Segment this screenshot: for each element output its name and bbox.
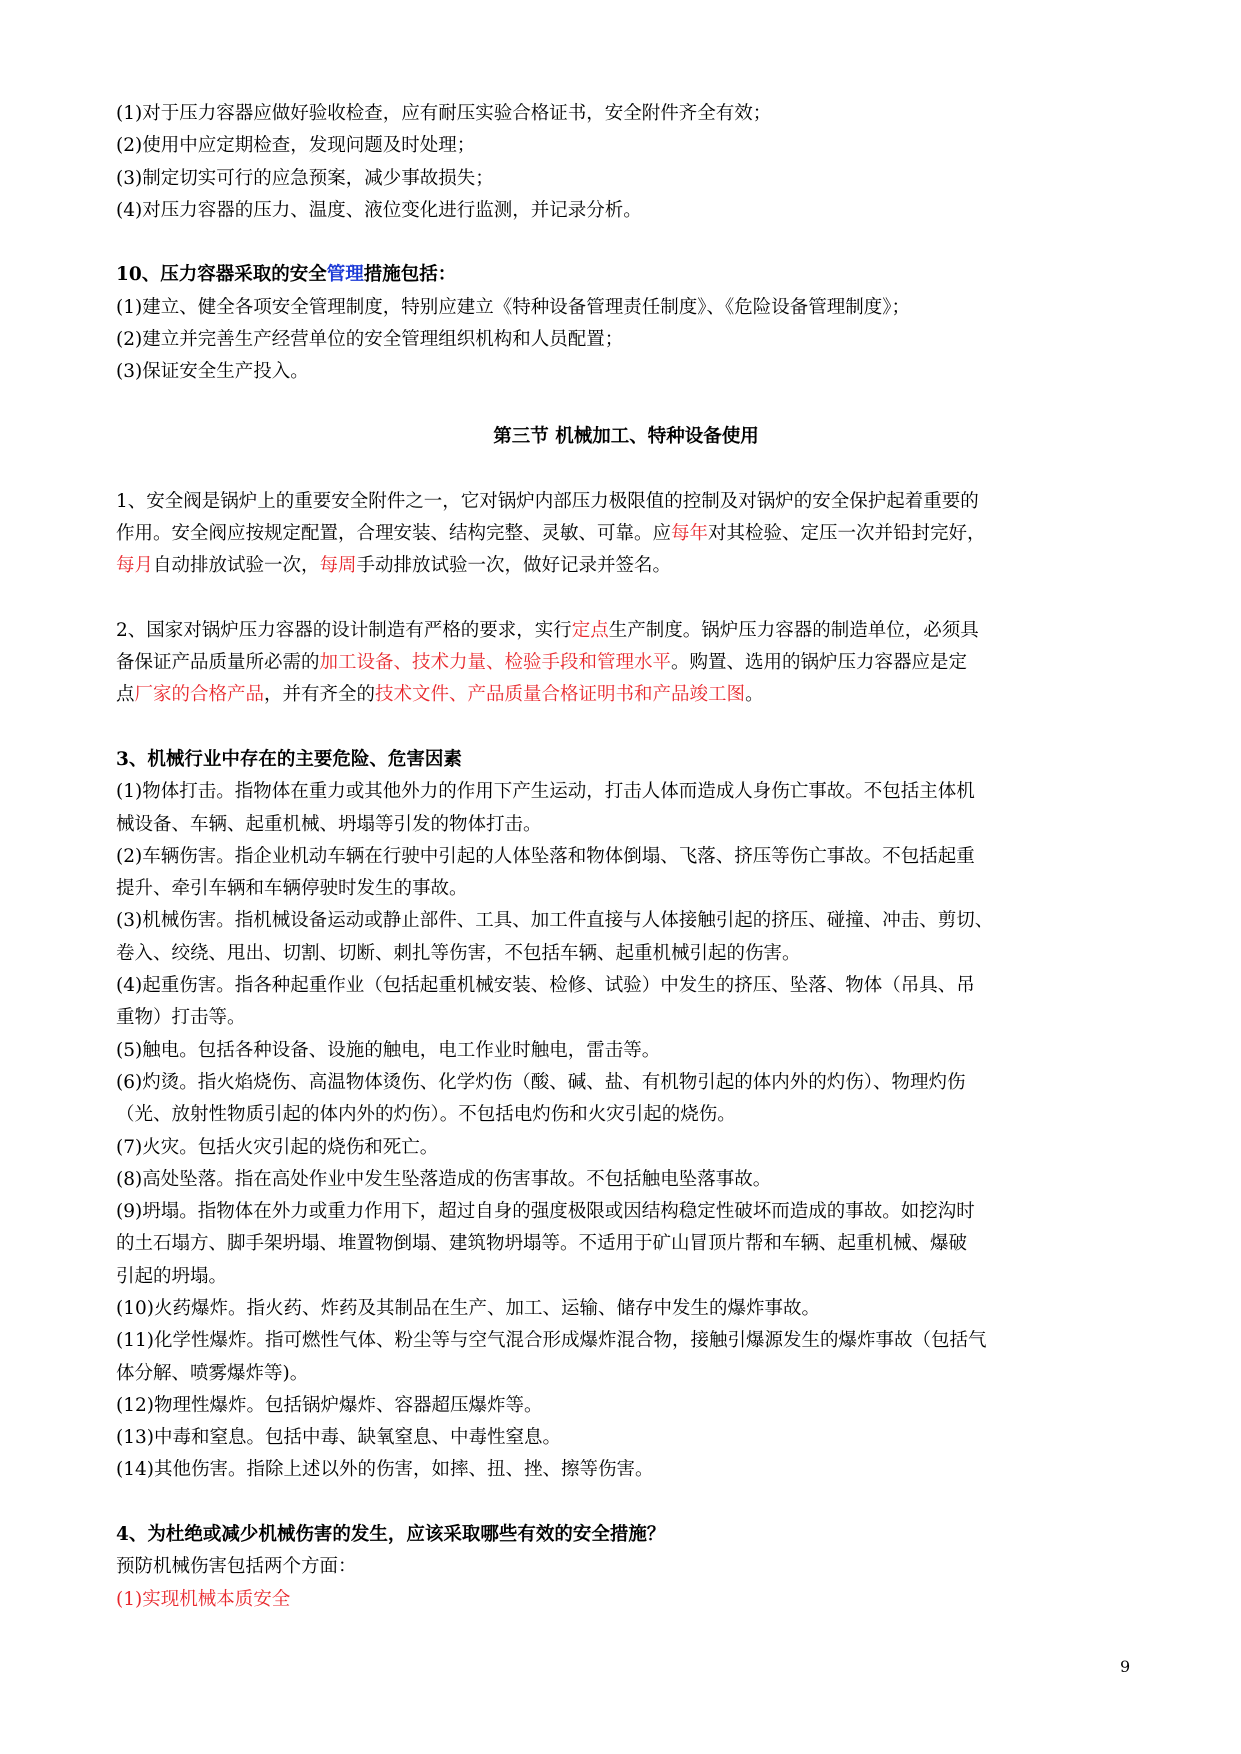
q3-line: (7)火灾。包括火灾引起的烧伤和死亡。 — [116, 1136, 439, 1158]
q3-line: (14)其他伤害。指除上述以外的伤害，如摔、扭、挫、擦等伤害。 — [116, 1459, 654, 1481]
p2-highlight-capabilities: 加工设备、技术力量、检验手段和管理水平 — [319, 652, 672, 674]
p1-line-3-d: 手动排放试验一次，做好记录并签名。 — [356, 555, 672, 577]
spacer — [116, 1487, 1136, 1519]
top-list-item-3: (3)制定切实可行的应急预案，减少事故损失； — [116, 167, 494, 189]
q4-item-1: (1)实现机械本质安全 — [116, 1588, 291, 1610]
p1-line-1: 1、安全阀是锅炉上的重要安全附件之一，它对锅炉内部压力极限值的控制及对锅炉的安全保护起着重要的 — [116, 490, 979, 512]
q3-line: (10)火药爆炸。指火药、炸药及其制品在生产、加工、运输、储存中发生的爆炸事故。 — [116, 1297, 820, 1319]
spacer — [116, 227, 1136, 259]
q3-line: 的土石塌方、脚手架坍塌、堆置物倒塌、建筑物坍塌等。不适用于矿山冒顶片帮和车辆、起重机械、爆破 — [116, 1233, 968, 1255]
p2-line-3 — [116, 679, 1136, 711]
top-list-item-2: (2)使用中应定期检查，发现问题及时处理； — [116, 135, 476, 157]
p1-highlight-every-year: 每年 — [671, 522, 709, 544]
q10-item-2: (2)建立并完善生产经营单位的安全管理组织机构和人员配置； — [116, 329, 624, 351]
q3-line: 械设备、车辆、起重机械、坍塌等引发的物体打击。 — [116, 813, 542, 835]
q10-heading-link-management[interactable]: 管理 — [326, 264, 364, 286]
q3-line: (3)机械伤害。指机械设备运动或静止部件、工具、加工件直接与人体接触引起的挤压、碰撞、冲击、剪切、 — [116, 910, 994, 932]
p2-highlight-documents: 技术文件、产品质量合格证明书和产品竣工图 — [375, 684, 746, 706]
q3-line: (11)化学性爆炸。指可燃性气体、粉尘等与空气混合形成爆炸混合物，接触引爆源发生的爆炸事故（包括气 — [116, 1330, 987, 1352]
q10-heading — [116, 259, 1136, 291]
top-list-item-1: (1)对于压力容器应做好验收检查，应有耐压实验合格证书，安全附件齐全有效； — [116, 103, 772, 124]
p1-line-2-c: 对其检验、定压一次并铅封完好， — [708, 522, 986, 544]
q3-line: (9)坍塌。指物体在外力或重力作用下，超过自身的强度极限或因结构稳定性破坏而造成的事故。如挖沟时 — [116, 1201, 975, 1223]
q4-heading: 4、为杜绝或减少机械伤害的发生，应该采取哪些有效的安全措施？ — [116, 1524, 666, 1546]
q3-line: (8)高处坠落。指在高处作业中发生坠落造成的伤害事故。不包括触电坠落事故。 — [116, 1168, 772, 1190]
p1-highlight-every-month: 每月 — [116, 555, 154, 577]
spacer — [116, 389, 1136, 421]
p2-line-2-a: 备保证产品质量所必需的 — [116, 652, 320, 674]
p1-line-3 — [116, 550, 1136, 582]
q10-heading-part-3: 措施包括： — [363, 264, 457, 286]
p2-line-1-c: 生产制度。锅炉压力容器的制造单位，必须具 — [608, 619, 979, 641]
p1-line-2 — [116, 518, 1136, 550]
page-content — [116, 98, 1136, 1616]
q3-heading: 3、机械行业中存在的主要危险、危害因素 — [116, 748, 462, 770]
p2-line-3-a: 点 — [116, 684, 135, 706]
q3-line: (12)物理性爆炸。包括锅炉爆炸、容器超压爆炸等。 — [116, 1394, 543, 1416]
p2-line-3-c: ，并有齐全的 — [264, 684, 376, 706]
q3-line: (6)灼烫。指火焰烧伤、高温物体烫伤、化学灼伤（酸、碱、盐、有机物引起的体内外的灼伤）、物理灼伤 — [116, 1071, 966, 1093]
page-number: 9 — [1120, 1657, 1131, 1676]
section-title: 第三节 机械加工、特种设备使用 — [493, 425, 759, 447]
q3-line: (13)中毒和窒息。包括中毒、缺氧窒息、中毒性窒息。 — [116, 1427, 561, 1449]
q10-item-1: (1)建立、健全各项安全管理制度，特别应建立《特种设备管理责任制度》、《危险设备管理制度》； — [116, 296, 910, 318]
q3-line: 重物）打击等。 — [116, 1007, 246, 1029]
q3-line: 卷入、绞绕、甩出、切割、切断、刺扎等伤害，不包括车辆、起重机械引起的伤害。 — [116, 942, 801, 964]
p2-line-2 — [116, 647, 1136, 679]
p2-highlight-qualified-products: 厂家的合格产品 — [134, 684, 265, 706]
q10-item-3: (3)保证安全生产投入。 — [116, 361, 309, 383]
p1-line-2-a: 作用。安全阀应按规定配置，合理安装、结构完整、灵敏、可靠。应 — [116, 522, 672, 544]
q4-intro: 预防机械伤害包括两个方面： — [116, 1556, 357, 1578]
top-list-item-4: (4)对压力容器的压力、温度、液位变化进行监测，并记录分析。 — [116, 199, 642, 221]
p2-line-1-a: 2、国家对锅炉压力容器的设计制造有严格的要求，实行 — [116, 619, 572, 641]
q10-heading-part-1: 10、压力容器采取的安全 — [116, 264, 327, 286]
p1-line-3-b: 自动排放试验一次， — [153, 555, 320, 577]
p2-highlight-designated: 定点 — [571, 619, 609, 641]
spacer — [116, 712, 1136, 744]
q3-line: (4)起重伤害。指各种起重作业（包括起重机械安装、检修、试验）中发生的挤压、坠落、物体（吊具、吊 — [116, 975, 975, 997]
p2-line-3-e: 。 — [745, 684, 764, 706]
p2-line-1 — [116, 615, 1136, 647]
p1-highlight-every-week: 每周 — [319, 555, 357, 577]
spacer — [116, 453, 1136, 485]
q3-line: (2)车辆伤害。指企业机动车辆在行驶中引起的人体坠落和物体倒塌、飞落、挤压等伤亡事故。不包括起重 — [116, 845, 975, 867]
spacer — [116, 582, 1136, 614]
q3-line: 引起的坍塌。 — [116, 1265, 228, 1287]
q3-line: (5)触电。包括各种设备、设施的触电，电工作业时触电，雷击等。 — [116, 1039, 661, 1061]
q3-line: （光、放射性物质引起的体内外的灼伤）。不包括电灼伤和火灾引起的烧伤。 — [116, 1104, 736, 1126]
q3-line: 体分解、喷雾爆炸等)。 — [116, 1362, 309, 1384]
q3-line: 提升、牵引车辆和车辆停驶时发生的事故。 — [116, 878, 468, 900]
p2-line-2-c: 。购置、选用的锅炉压力容器应是定 — [671, 652, 968, 674]
q3-line: (1)物体打击。指物体在重力或其他外力的作用下产生运动，打击人体而造成人身伤亡事故。不包括主体机 — [116, 781, 975, 803]
